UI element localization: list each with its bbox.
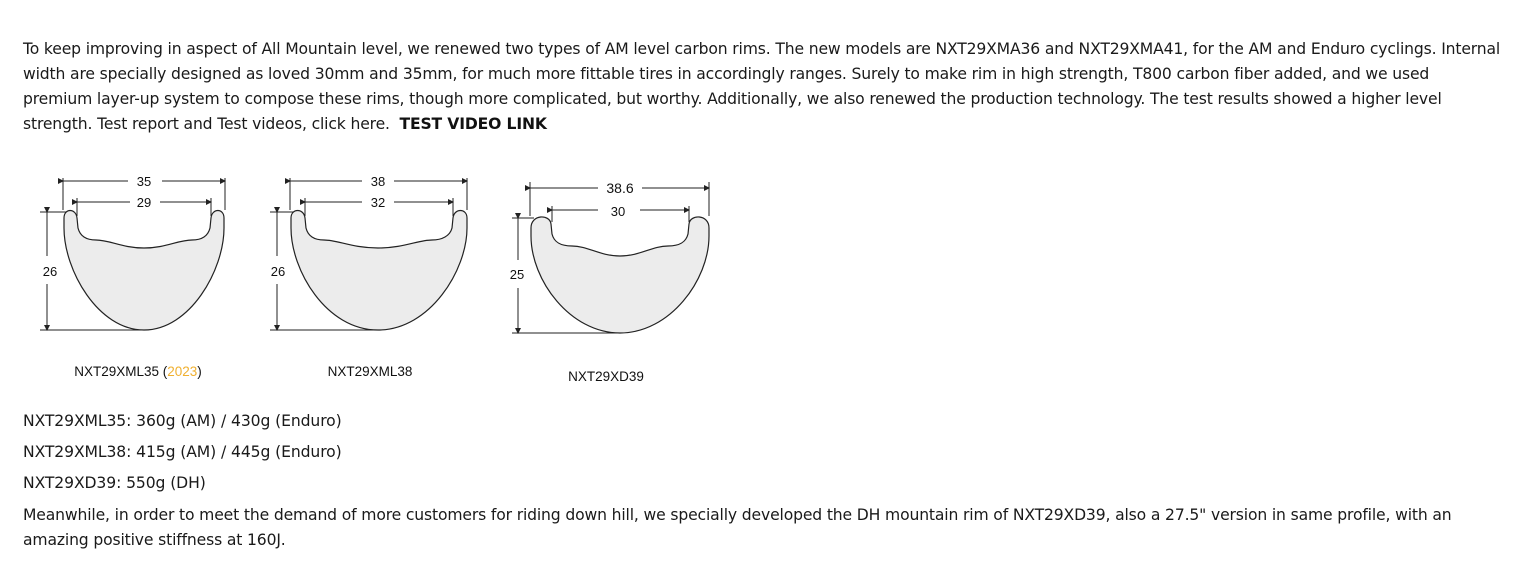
rim3-model-label: NXT29XD39 (568, 369, 644, 384)
rim1-year: 2023 (167, 364, 198, 379)
rim-diagram-nxt29xml38 (270, 178, 467, 330)
rim-profile-diagrams (0, 160, 760, 395)
rim1-height: 26 (42, 264, 58, 279)
rim2-height: 26 (270, 264, 286, 279)
test-video-link[interactable]: TEST VIDEO LINK (399, 115, 547, 133)
rim2-model-label: NXT29XML38 (327, 364, 413, 379)
rim1-model-label: NXT29XML35 (2023) (74, 364, 202, 379)
outro-paragraph: Meanwhile, in order to meet the demand of more customers for riding down hill, we specially developed the DH mountain rim of NXT29XD39, also a 27.5" version in same profile, with an amazing positive stiffness at 160J. (23, 506, 1452, 549)
intro-text: To keep improving in aspect of All Mountain level, we renewed two types of AM level carbon rims. The new models are NXT29XMA36 and NXT29XMA41, for the AM and Enduro cyclings. Internal width are specially designed as loved 30mm and 35mm, for much more fittable tires in accordingly ranges. Surely to make rim in high strength, T800 carbon fiber added, and we used premium layer-up system to compose these rims, though more complicated, but worthy. Additionally, we also renewed the production technology. The test results showed a higher level strength. Test report and Test videos, click here. (23, 40, 1501, 133)
rim1-inner-width: 29 (136, 195, 152, 210)
rim2-inner-width: 32 (370, 195, 386, 210)
rim3-inner-width: 30 (610, 204, 626, 219)
rim-profile-shape (64, 211, 224, 331)
rim2-outer-width: 38 (370, 174, 386, 189)
spec-line-nxt29xd39: NXT29XD39: 550g (DH) (23, 474, 206, 492)
spec-line-nxt29xml38: NXT29XML38: 415g (AM) / 445g (Enduro) (23, 443, 342, 461)
rim1-outer-width: 35 (136, 174, 152, 189)
rim-profile-shape (291, 211, 467, 331)
rim3-outer-width: 38.6 (606, 180, 634, 196)
rim3-height: 25 (509, 267, 525, 282)
spec-line-nxt29xml35: NXT29XML35: 360g (AM) / 430g (Enduro) (23, 412, 342, 430)
rim-profile-shape (531, 217, 709, 333)
rim-diagram-nxt29xml35 (40, 178, 225, 330)
intro-paragraph (23, 37, 1503, 137)
